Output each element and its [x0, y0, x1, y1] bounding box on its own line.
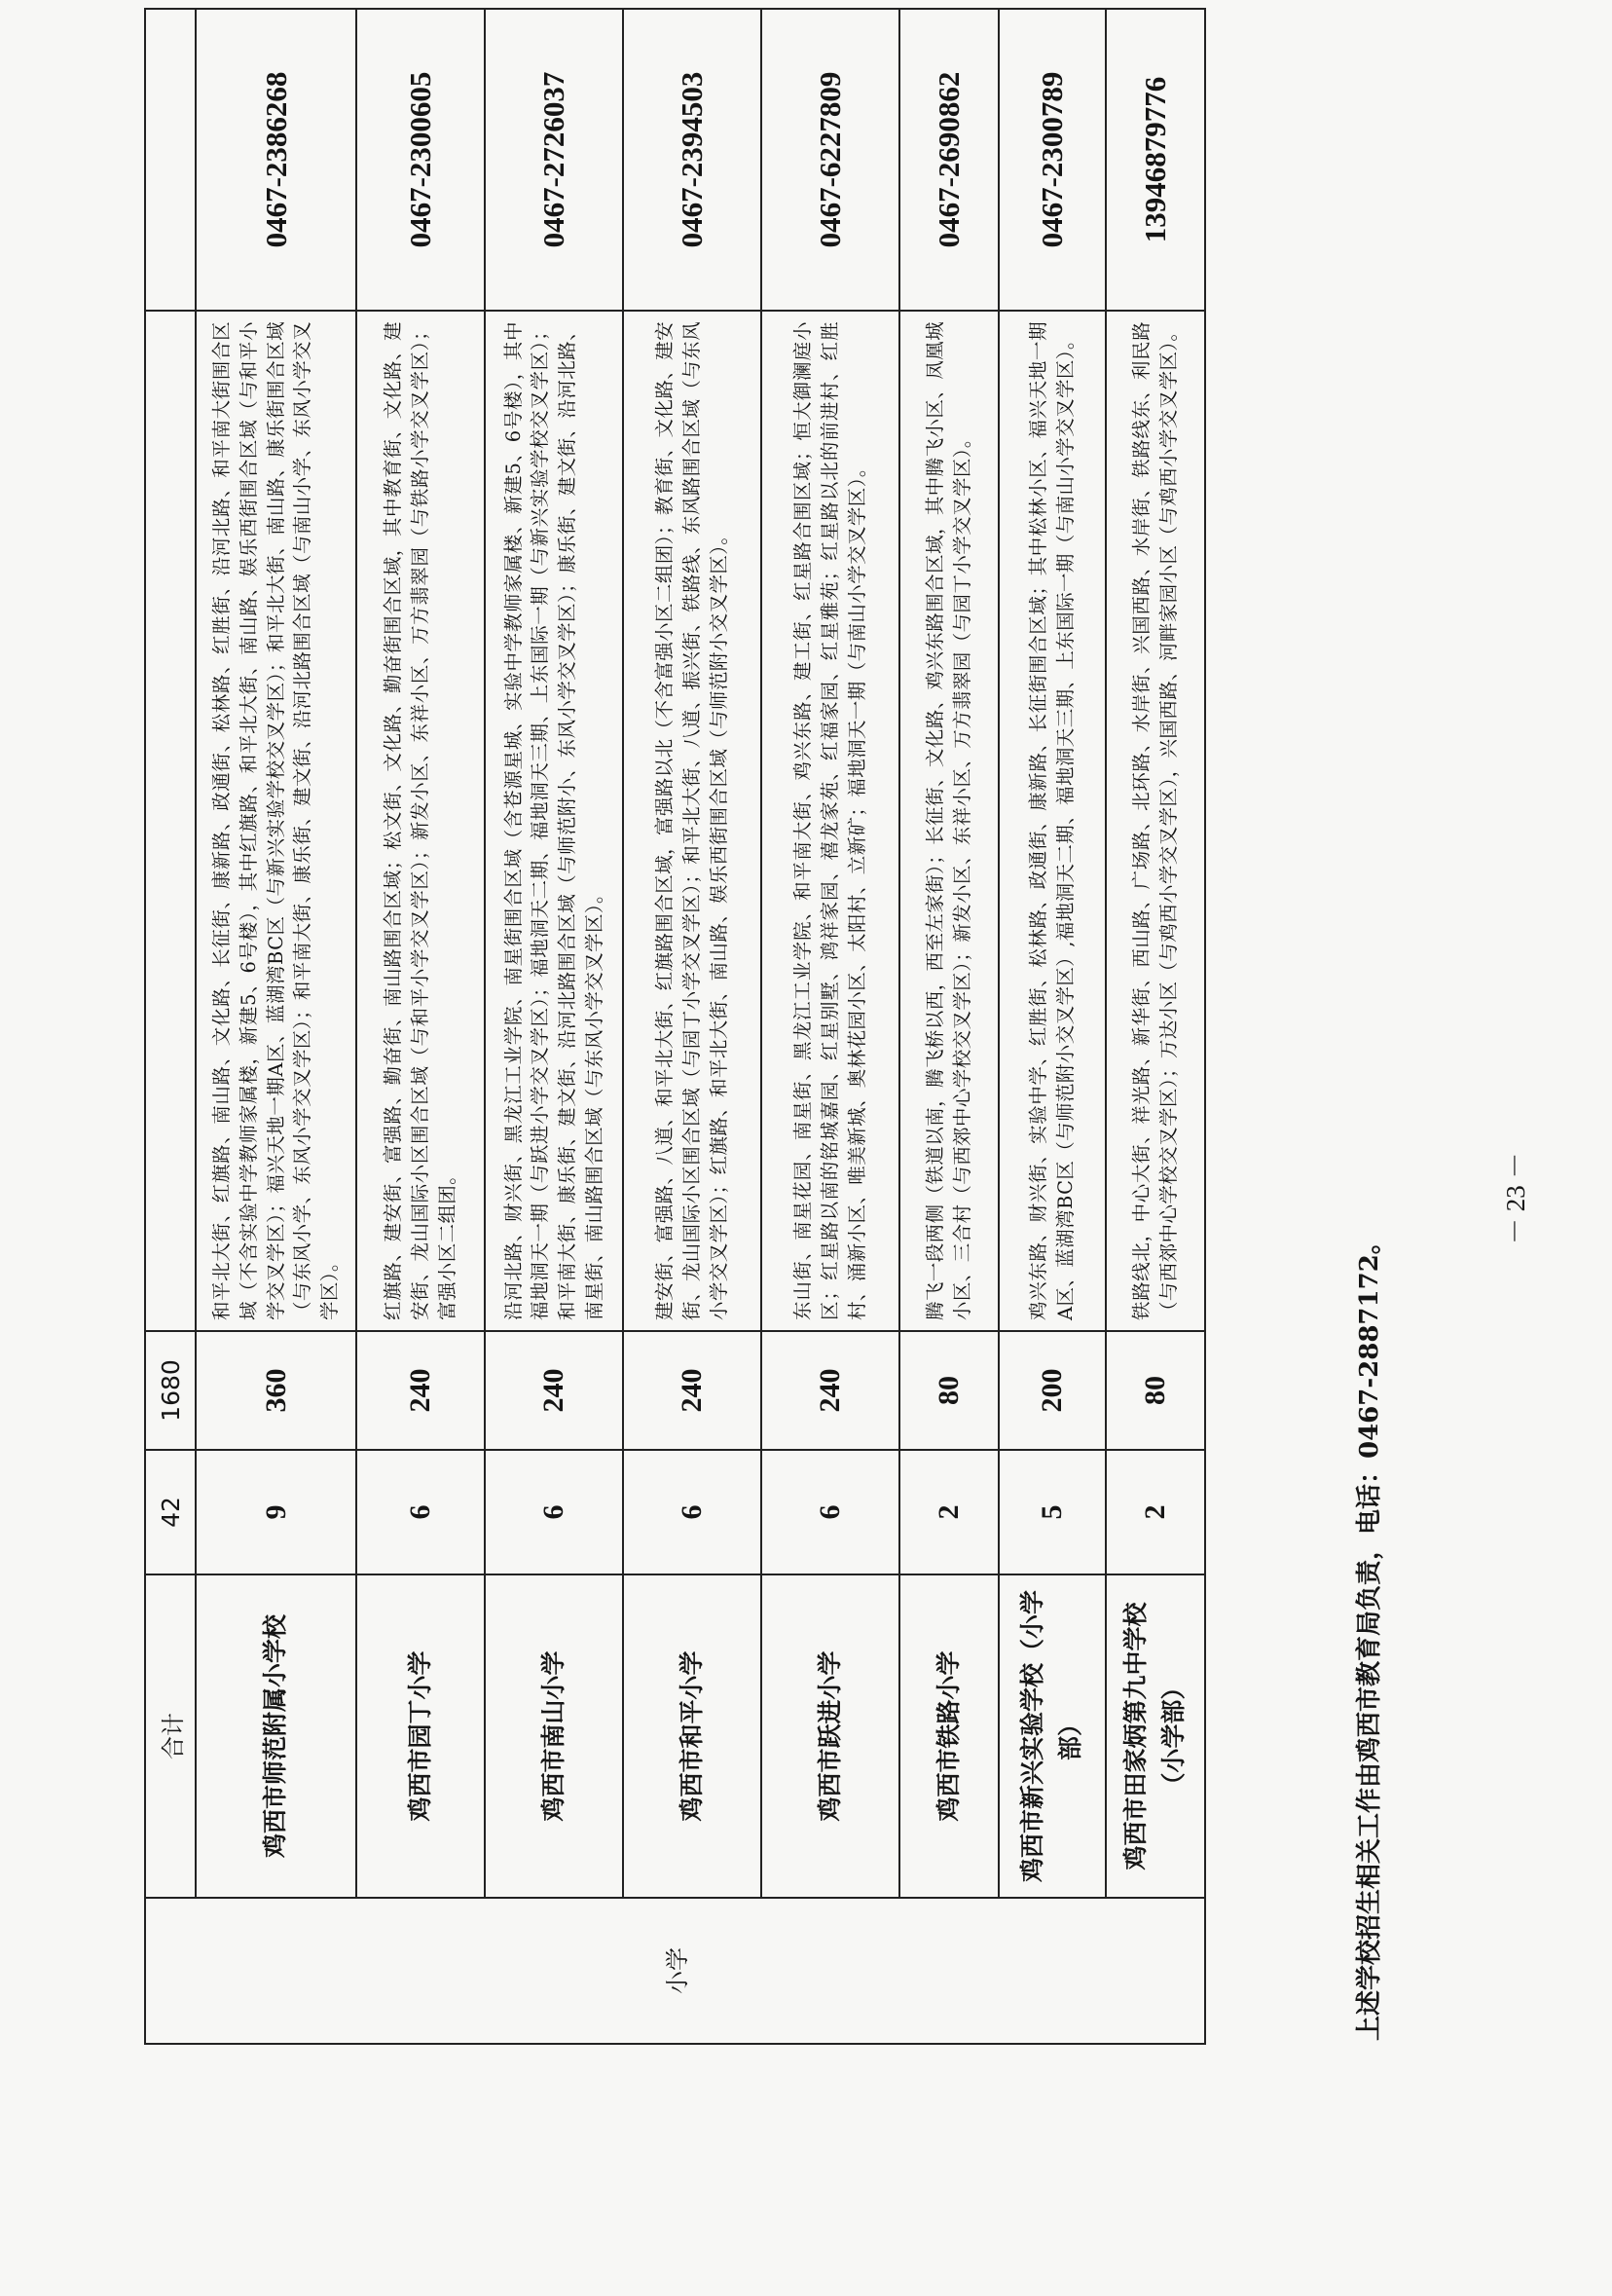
category-cell: 小学: [145, 1898, 1205, 2044]
class-count: 2: [899, 1450, 999, 1574]
contact-phone: 0467-6227809: [761, 9, 899, 311]
enrollment-area: 红旗路、建安街、富强路、勤奋街、南山路围合区域；松文街、文化路、勤奋街围合区域，其中教育街、文化路、建安街、龙山国际小区围合区域（与和平小学交叉学区）；新发小区、东祥小区、万方翡翠园（与铁路小学交叉学区）；富强小区二组团。: [356, 311, 485, 1331]
class-count: 6: [761, 1450, 899, 1574]
school-row: [1106, 9, 1205, 2044]
contact-phone: 0467-2300605: [356, 9, 485, 311]
school-row: [761, 9, 899, 2044]
student-count: 360: [196, 1331, 356, 1450]
footnote: 上述学校招生相关工作由鸡西市教育局负责，电话：0467-2887172。: [1355, 1229, 1384, 2041]
class-count: 6: [485, 1450, 623, 1574]
school-name: 鸡西市铁路小学: [899, 1574, 999, 1898]
class-count: 9: [196, 1450, 356, 1574]
school-row: [485, 9, 623, 2044]
student-count: 200: [999, 1331, 1106, 1450]
school-name: 鸡西市新兴实验学校（小学部）: [999, 1574, 1106, 1898]
class-count: 2: [1106, 1450, 1205, 1574]
enrollment-area: 腾飞一段两侧（铁道以南，腾飞桥以西，西至左家街）；长征街、文化路、鸡兴东路围合区域，其中腾飞小区、凤凰城小区、三合村（与西郊中心学校交叉学区）；新发小区、东祥小区、万方翡翠园（与园丁小学交叉学区）。: [899, 311, 999, 1331]
summary-label: 合计: [145, 1574, 196, 1898]
class-count: 6: [356, 1450, 485, 1574]
student-count: 240: [485, 1331, 623, 1450]
student-count: 240: [623, 1331, 761, 1450]
school-name: 鸡西市南山小学: [485, 1574, 623, 1898]
contact-phone: 0467-2690862: [899, 9, 999, 311]
summary-phone-empty: [145, 9, 196, 311]
summary-row: [145, 9, 196, 2044]
summary-classes: 42: [145, 1450, 196, 1574]
summary-students: 1680: [145, 1331, 196, 1450]
school-name: 鸡西市园丁小学: [356, 1574, 485, 1898]
student-count: 240: [356, 1331, 485, 1450]
school-row: [196, 9, 356, 2044]
enrollment-area: 铁路线北，中心大街、祥光路、新华街、西山路、广场路、北环路、水岸街、兴国西路、水岸街、铁路线东、利民路（与西郊中心学校交叉学区）；万达小区（与鸡西小学交叉学区），兴国西路、河畔家园小区（与鸡西小学交叉学区）。: [1106, 311, 1205, 1331]
class-count: 5: [999, 1450, 1106, 1574]
school-name: 鸡西市和平小学: [623, 1574, 761, 1898]
school-row: [356, 9, 485, 2044]
school-name: 鸡西市跃进小学: [761, 1574, 899, 1898]
school-row: [999, 9, 1106, 2044]
contact-phone: 0467-2394503: [623, 9, 761, 311]
school-row: [623, 9, 761, 2044]
class-count: 6: [623, 1450, 761, 1574]
contact-phone: 0467-2726037: [485, 9, 623, 311]
enrollment-area: 和平北大街、红旗路、南山路、文化路、长征街、康新路、政通街、松林路、红胜街、沿河北路、和平南大街围合区域（不含实验中学教师家属楼，新建5、6号楼），其中红旗路、和平北大街、南山路、娱乐西街围合区域（与和平小学交叉学区）；福兴天地一期A区、蓝湖湾BC区（与新兴实验学校交叉学区）；和平北大街、南山路、康乐街围合区域（与东风小学、东风小学交叉学区）；和平南大街、康乐街、建文街、沿河北路围合区域（与南山小学、东风小学交叉学区）。: [196, 311, 356, 1331]
contact-phone: 13946879776: [1106, 9, 1205, 311]
enrollment-area: 鸡兴东路、财兴街、实验中学、红胜街、松林路、政通街、康新路、长征街围合区域；其中松林小区、福兴天地一期A区、蓝湖湾BC区（与师范附小交叉学区）,福地洞天二期、福地洞天三期、上东国际一期（与南山小学交叉学区）。: [999, 311, 1106, 1331]
enrollment-area: 东山街、南星花园、南星街、黑龙江工业学院、和平南大街、鸡兴东路、建工街、红星路合围区域；恒大御澜庭小区；红星路以南的铭城嘉园、红星别墅、鸿祥家园、禧龙家苑、红福家园、红星雅苑；红星路以北的前进村、红胜村、涌新小区、唯美新城、奥林花园小区、太阳村、立新矿；福地洞天一期（与南山小学交叉学区）。: [761, 311, 899, 1331]
student-count: 80: [899, 1331, 999, 1450]
student-count: 80: [1106, 1331, 1205, 1450]
school-name: 鸡西市田家炳第九中学校（小学部）: [1106, 1574, 1205, 1898]
enrollment-area: 建安街、富强路、八道、和平北大街、红旗路围合区域，富强路以北（不含富强小区二组团）；教育街、文化路、建安街、龙山国际小区围合区域（与园丁小学交叉学区）；和平北大街、八道、振兴街、铁路线、东风路围合区域（与东风小学交叉学区）；红旗路、和平北大街、南山路、娱乐西街围合区域（与师范附小交叉学区）。: [623, 311, 761, 1331]
summary-area-empty: [145, 311, 196, 1331]
student-count: 240: [761, 1331, 899, 1450]
contact-phone: 0467-2300789: [999, 9, 1106, 311]
page-number: － 23 －: [1501, 1152, 1530, 1244]
school-name: 鸡西市师范附属小学校: [196, 1574, 356, 1898]
enrollment-table: [144, 8, 1206, 2045]
contact-phone: 0467-2386268: [196, 9, 356, 311]
school-row: [899, 9, 999, 2044]
enrollment-area: 沿河北路、财兴街、黑龙江工业学院、南星街围合区域（含苍源星城、实验中学教师家属楼、新建5、6号楼），其中福地洞天一期（与跃进小学交叉学区）；福地洞天二期、福地洞天三期、上东国际一期（与新兴实验学校交叉学区）；和平南大街、康乐街、建文街、沿河北路围合区域（与师范附小、东风小学交叉学区）；康乐街、建文街、沿河北路、南星街、南山路围合区域（与东风小学交叉学区）。: [485, 311, 623, 1331]
